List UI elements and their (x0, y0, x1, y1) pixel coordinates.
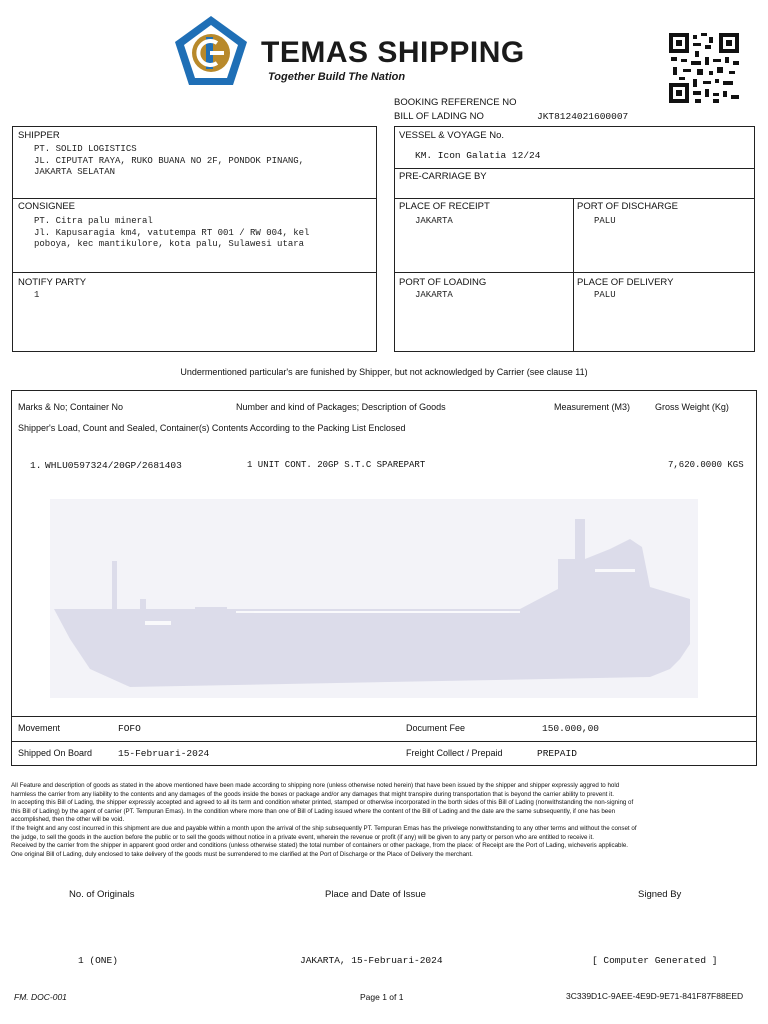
document-hash: 3C339D1C-9AEE-4E9D-9E71-841F87F88EED (566, 991, 744, 1001)
terms-line: harmless the carrier from any liability to the contents and any damages of the goods inside the boxes or package and/or any damages that might transpire during transportation that is beyond the carrier ability to prevent it. (11, 790, 614, 798)
vessel-voyage-value: KM. Icon Galatia 12/24 (415, 150, 541, 161)
document-fee-value: 150.000,00 (542, 723, 600, 734)
freight-label: Freight Collect / Prepaid (406, 748, 503, 758)
place-date-label: Place and Date of Issue (325, 889, 426, 900)
terms-line: Received by the carrier from the shipper in apparent good order and conditions (unless otherwise stated) the total number of containers or other package, from the place: of Receipt are the Port of Lading, wicheveris applicable. (11, 842, 629, 850)
column-packages: Number and kind of Packages; Description of Goods (236, 402, 446, 412)
movement-value: FOFO (118, 723, 141, 734)
company-name: TEMAS SHIPPING (261, 36, 525, 69)
goods-row-weight: 7,620.0000 KGS (668, 460, 744, 470)
goods-row-container: WHLU0597324/20GP/2681403 (45, 460, 182, 471)
terms-line: the judge, to sell the goods in the auction before the public or to sell the goods without notice in a private event, wherein the revenue or profit (if any) will be given to any party or person who are entitled to receive it. (11, 833, 594, 841)
port-of-loading-value: JAKARTA (415, 290, 453, 300)
consignee-label: CONSIGNEE (18, 201, 76, 212)
shipper-notice: Undermentioned particular's are funished by Shipper, but not acknowledged by Carrier (see clause 11) (180, 367, 588, 377)
port-of-loading-label: PORT OF LOADING (399, 277, 487, 288)
place-of-receipt-label: PLACE OF RECEIPT (399, 201, 490, 212)
bill-of-lading-label: BILL OF LADING NO (394, 111, 484, 122)
port-of-discharge-value: PALU (594, 216, 616, 226)
port-of-discharge-label: PORT OF DISCHARGE (577, 201, 678, 212)
goods-row-number: 1. (30, 460, 42, 471)
document-fee-label: Document Fee (406, 723, 466, 733)
terms-line: All Feature and description of goods as stated in the above mentioned have been made according to shipping nore (unless otherwise noted herein) that have been issued by the shipper and shipper expressly aggred to hold (11, 782, 620, 789)
goods-row-description: 1 UNIT CONT. 20GP S.T.C SPAREPART (247, 460, 426, 470)
form-number: FM. DOC-001 (14, 992, 67, 1002)
terms-line: In accepting this Bill of Lading, the shipper expressly accepted and agreed to all its term and condition wheter printed, stamped or otherwise incorporated in the borth sides of this Bill of Lading (nonwithstanding the non-signing of (11, 799, 634, 807)
column-gross-weight: Gross Weight (Kg) (655, 402, 729, 412)
qr-code-icon (669, 33, 739, 103)
place-of-receipt-value: JAKARTA (415, 216, 453, 226)
goods-subheader: Shipper's Load, Count and Sealed, Container(s) Contents According to the Packing List Enclosed (18, 423, 406, 433)
signed-by-label: Signed By (638, 889, 682, 900)
column-marks: Marks & No; Container No (18, 402, 124, 412)
ship-watermark-icon (50, 499, 698, 698)
column-measurement: Measurement (M3) (554, 402, 631, 412)
company-logo (172, 13, 250, 89)
notify-party-label: NOTIFY PARTY (18, 277, 87, 288)
bill-of-lading-value: JKT8124021600007 (537, 111, 629, 122)
pre-carriage-label: PRE-CARRIAGE BY (399, 171, 487, 182)
booking-reference-label: BOOKING REFERENCE NO (394, 97, 517, 108)
place-of-delivery-value: PALU (594, 290, 616, 300)
terms-line: One original Bill of Lading, duly enclosed to take delivery of the goods must be surrendered to me clarified at the Port of Discharge or the Place of Delivery the merchant. (11, 850, 473, 858)
terms-text (11, 782, 757, 859)
notify-party-value: 1 (34, 290, 40, 300)
vessel-voyage-label: VESSEL & VOYAGE No. (399, 130, 505, 141)
movement-label: Movement (18, 723, 61, 733)
place-date-value: JAKARTA, 15-Februari-2024 (300, 955, 443, 966)
shipped-on-board-value: 15-Februari-2024 (118, 748, 210, 759)
terms-line: If the freight and any cost incurred in this shipment are due and payable within a month upon the arrival of the ship subsequently PT. Tempuran Emas has the privelege nonwithstanding to any other terms and without the conset of (11, 824, 637, 832)
place-of-delivery-label: PLACE OF DELIVERY (577, 277, 674, 288)
page-number: Page 1 of 1 (360, 992, 404, 1002)
freight-value: PREPAID (537, 748, 577, 759)
terms-line: this Bill of Lading) by the agent of carrier (PT. Tempuran Emas). In the condition where more than one of Bill of Lading issued where the content of the Bill of Lading and the date are the same subsequently, if one has been (11, 807, 616, 815)
company-tagline: Together Build The Nation (268, 71, 406, 83)
shipper-value: PT. SOLID LOGISTICS JL. CIPUTAT RAYA, RUKO BUANA NO 2F, PONDOK PINANG, JAKARTA SELATAN (34, 144, 305, 177)
originals-label: No. of Originals (69, 889, 135, 900)
signed-by-value: [ Computer Generated ] (592, 955, 718, 966)
shipper-label: SHIPPER (18, 130, 60, 141)
originals-value: 1 (ONE) (78, 955, 118, 966)
shipped-on-board-label: Shipped On Board (18, 748, 93, 758)
consignee-value: PT. Citra palu mineral Jl. Kapusaragia km4, vatutempa RT 001 / RW 004, kel poboya, kec mantikulore, kota palu, Sulawesi utara (34, 216, 310, 249)
terms-line: accomplished, then the other will be void. (11, 816, 125, 824)
